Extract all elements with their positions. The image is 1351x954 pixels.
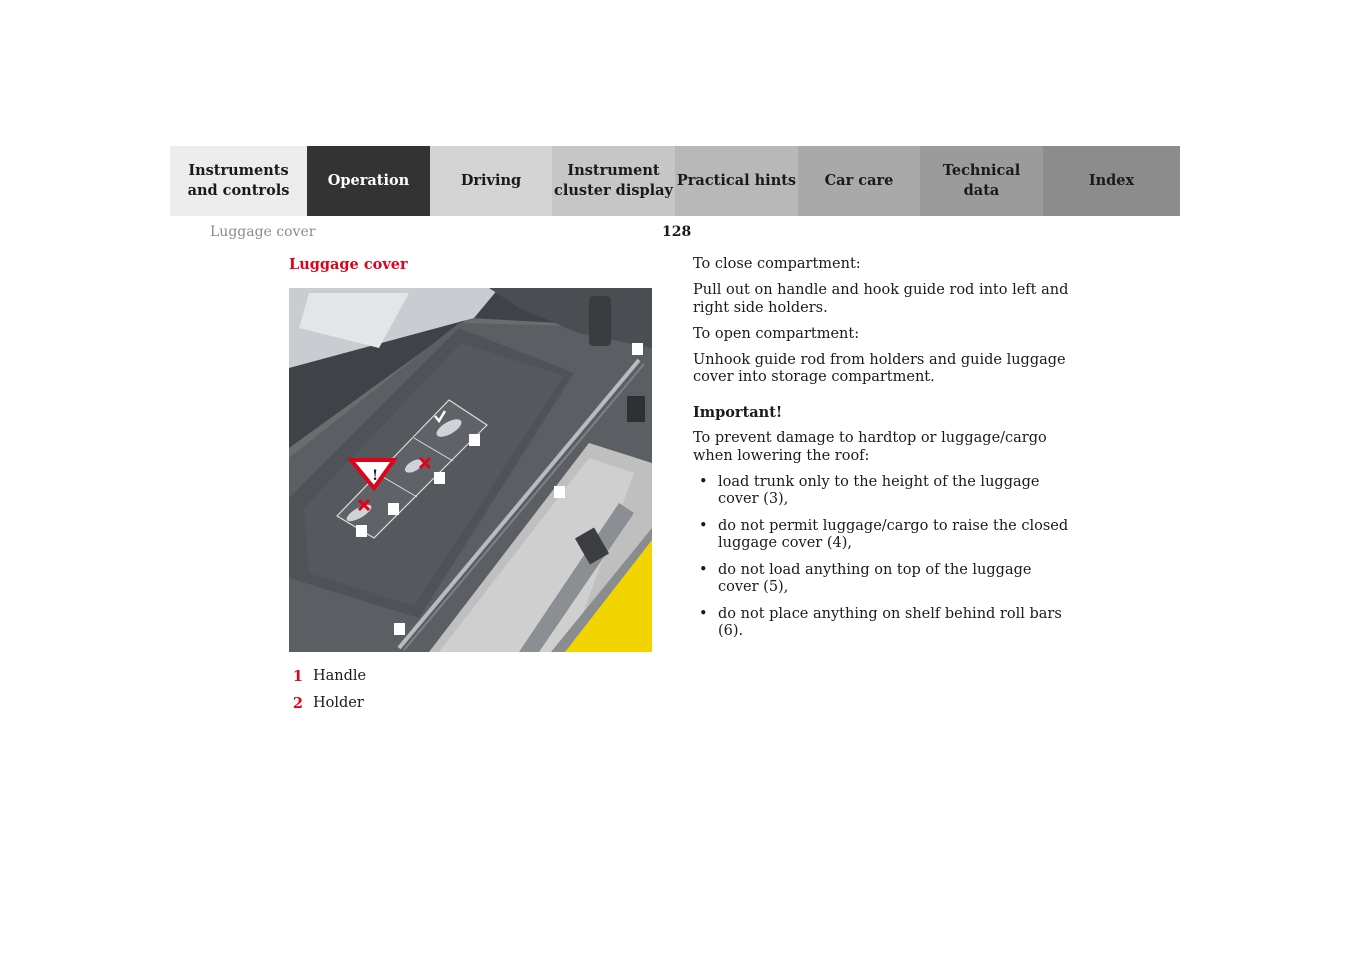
tab-practical-hints[interactable]: Practical hints <box>675 146 798 216</box>
tab-instrument-cluster-display[interactable]: Instrument cluster display <box>552 146 675 216</box>
breadcrumb: Luggage cover <box>210 224 316 240</box>
paragraph: To open compartment: <box>693 325 860 342</box>
paragraph: Unhook guide rod from holders and guide luggage cover into storage compartment. <box>693 351 1066 385</box>
chapter-tab-bar <box>170 146 1180 216</box>
legend-item <box>289 695 366 722</box>
svg-text:!: ! <box>372 468 379 484</box>
list-item-text: do not permit luggage/cargo to raise the closed luggage cover (4), <box>718 517 1069 551</box>
tab-driving[interactable]: Driving <box>430 146 552 216</box>
bullet-icon: • <box>699 605 708 622</box>
paragraph: Pull out on handle and hook guide rod into left and right side holders. <box>693 282 1069 316</box>
section-title: Luggage cover <box>289 256 408 273</box>
paragraph: To prevent damage to hardtop or luggage/cargo when lowering the roof: <box>693 430 1047 464</box>
list-item-text: load trunk only to the height of the luggage cover (3), <box>718 473 1040 507</box>
tab-car-care[interactable]: Car care <box>798 146 920 216</box>
bullet-list <box>693 474 1073 641</box>
tab-instruments-and-controls[interactable]: Instruments and controls <box>170 146 307 216</box>
tab-index[interactable]: Index <box>1043 146 1180 216</box>
bullet-icon: • <box>699 561 708 578</box>
bullet-icon: • <box>699 517 708 534</box>
list-item <box>693 562 1073 597</box>
trunk-luggage-cover-illustration <box>289 288 652 652</box>
paragraph: To close compartment: <box>693 256 861 272</box>
legend-text: Holder <box>313 695 364 711</box>
instructions-column <box>693 256 1073 650</box>
figure-legend <box>289 668 366 722</box>
important-heading: Important! <box>693 403 783 421</box>
page-number: 128 <box>662 224 692 240</box>
legend-item <box>289 668 366 695</box>
list-item-text: do not place anything on shelf behind roll bars (6). <box>718 605 1062 639</box>
list-item <box>693 606 1073 641</box>
list-item <box>693 474 1073 509</box>
tab-technical-data[interactable]: Technical data <box>920 146 1043 216</box>
legend-number: 2 <box>292 695 303 712</box>
tab-operation[interactable]: Operation <box>307 146 430 216</box>
legend-number: 1 <box>292 668 303 685</box>
bullet-icon: • <box>699 473 708 490</box>
legend-text: Handle <box>313 668 367 684</box>
list-item <box>693 518 1073 553</box>
list-item-text: do not load anything on top of the luggage cover (5), <box>718 561 1032 595</box>
